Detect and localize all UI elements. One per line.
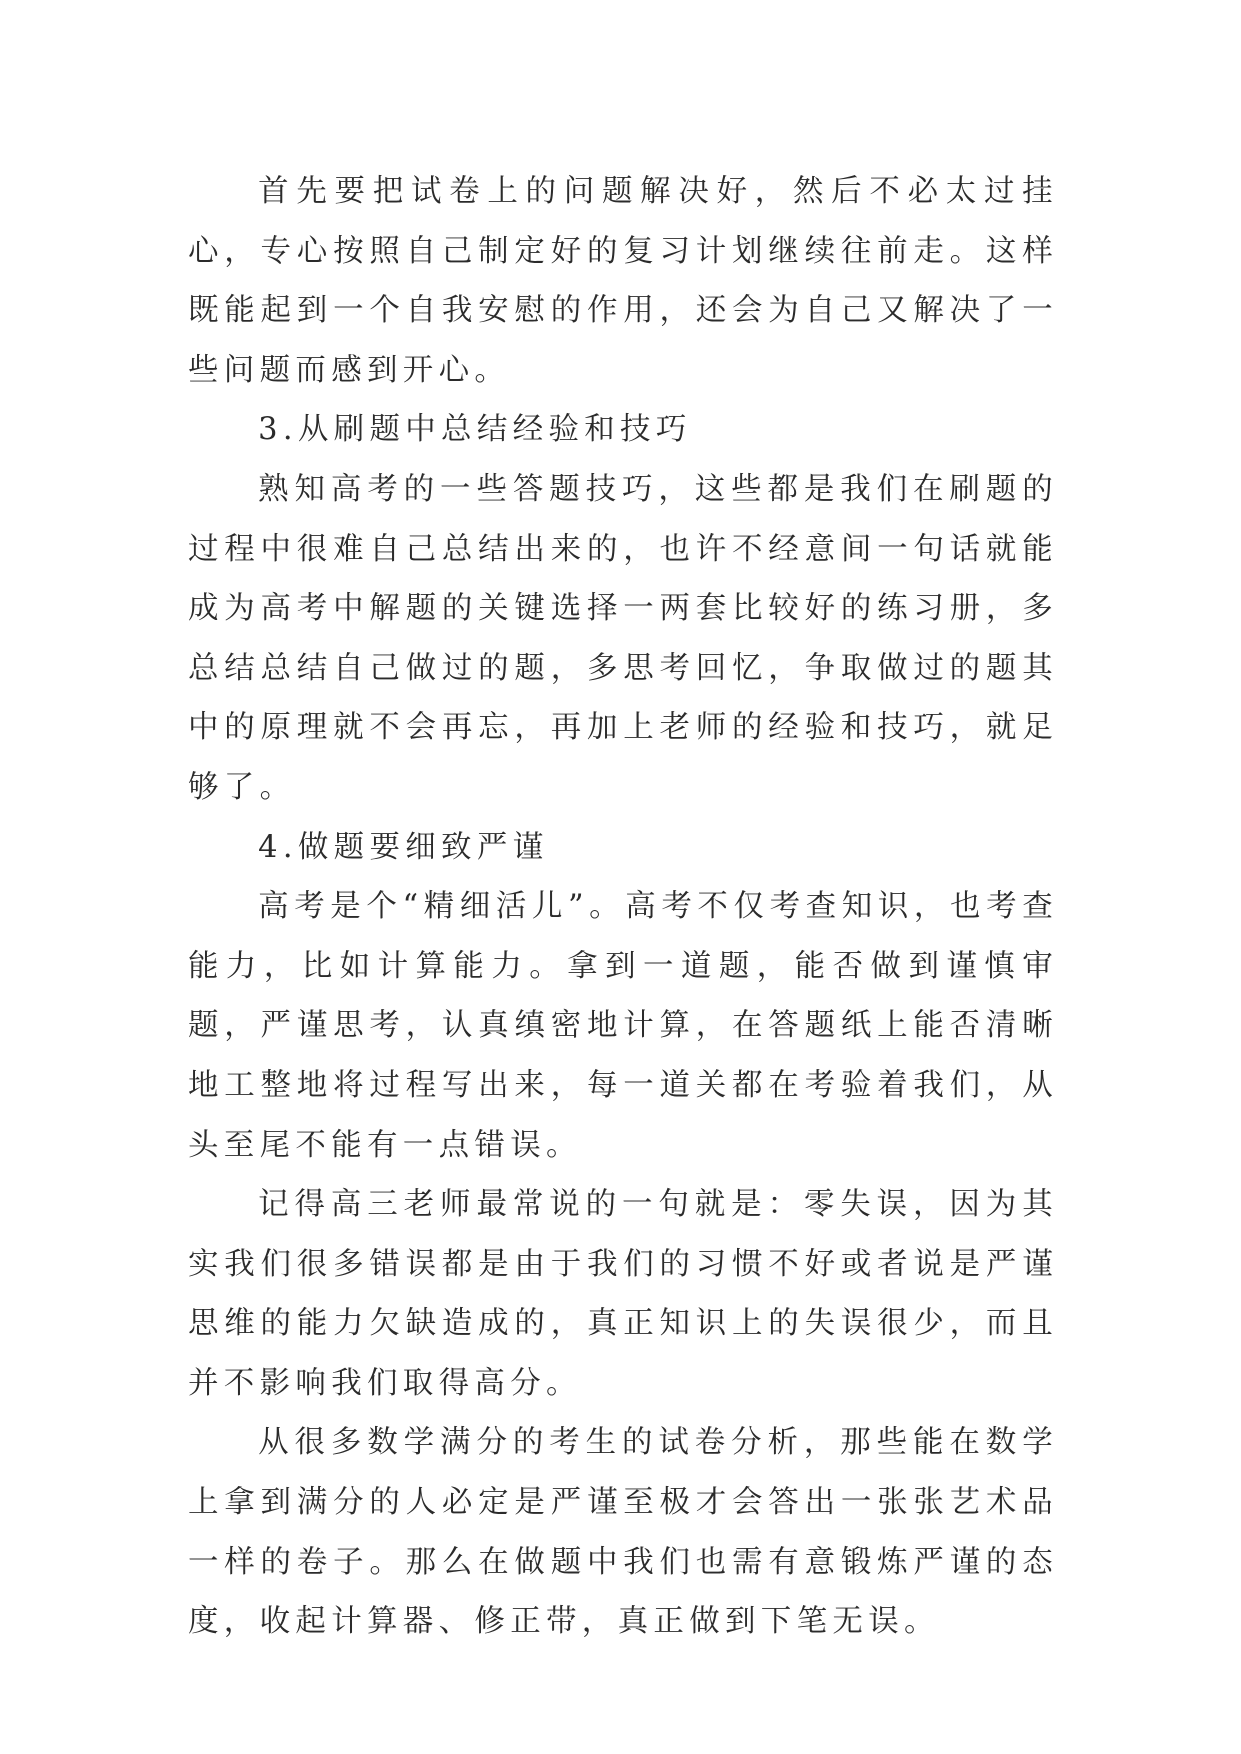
- paragraph: 记得高三老师最常说的一句就是：零失误，因为其实我们很多错误都是由于我们的习惯不好或者说是严谨思维的能力欠缺造成的，真正知识上的失误很少，而且并不影响我们取得高分。: [188, 1187, 1058, 1401]
- document-body: [188, 162, 1058, 1652]
- section-heading: 3.从刷题中总结经验和技巧: [258, 412, 692, 448]
- section-heading: 4.做题要细致严谨: [258, 829, 549, 865]
- paragraph: 高考是个“精细活儿”。高考不仅考查知识，也考查能力，比如计算能力。拿到一道题，能否做到谨慎审题，严谨思考，认真缜密地计算，在答题纸上能否清晰地工整地将过程写出来，每一道关都在考验着我们，从头至尾不能有一点错误。: [188, 889, 1058, 1163]
- paragraph: 从很多数学满分的考生的试卷分析，那些能在数学上拿到满分的人必定是严谨至极才会答出一张张艺术品一样的卷子。那么在做题中我们也需有意锻炼严谨的态度，收起计算器、修正带，真正做到下笔无误。: [188, 1425, 1058, 1640]
- paragraph: 熟知高考的一些答题技巧，这些都是我们在刷题的过程中很难自己总结出来的，也许不经意间一句话就能成为高考中解题的关键选择一两套比较好的练习册，多总结总结自己做过的题，多思考回忆，争取做过的题其中的原理就不会再忘，再加上老师的经验和技巧，就足够了。: [188, 471, 1058, 805]
- paragraph: 首先要把试卷上的问题解决好，然后不必太过挂心，专心按照自己制定好的复习计划继续往前走。这样既能起到一个自我安慰的作用，还会为自己又解决了一些问题而感到开心。: [188, 174, 1058, 388]
